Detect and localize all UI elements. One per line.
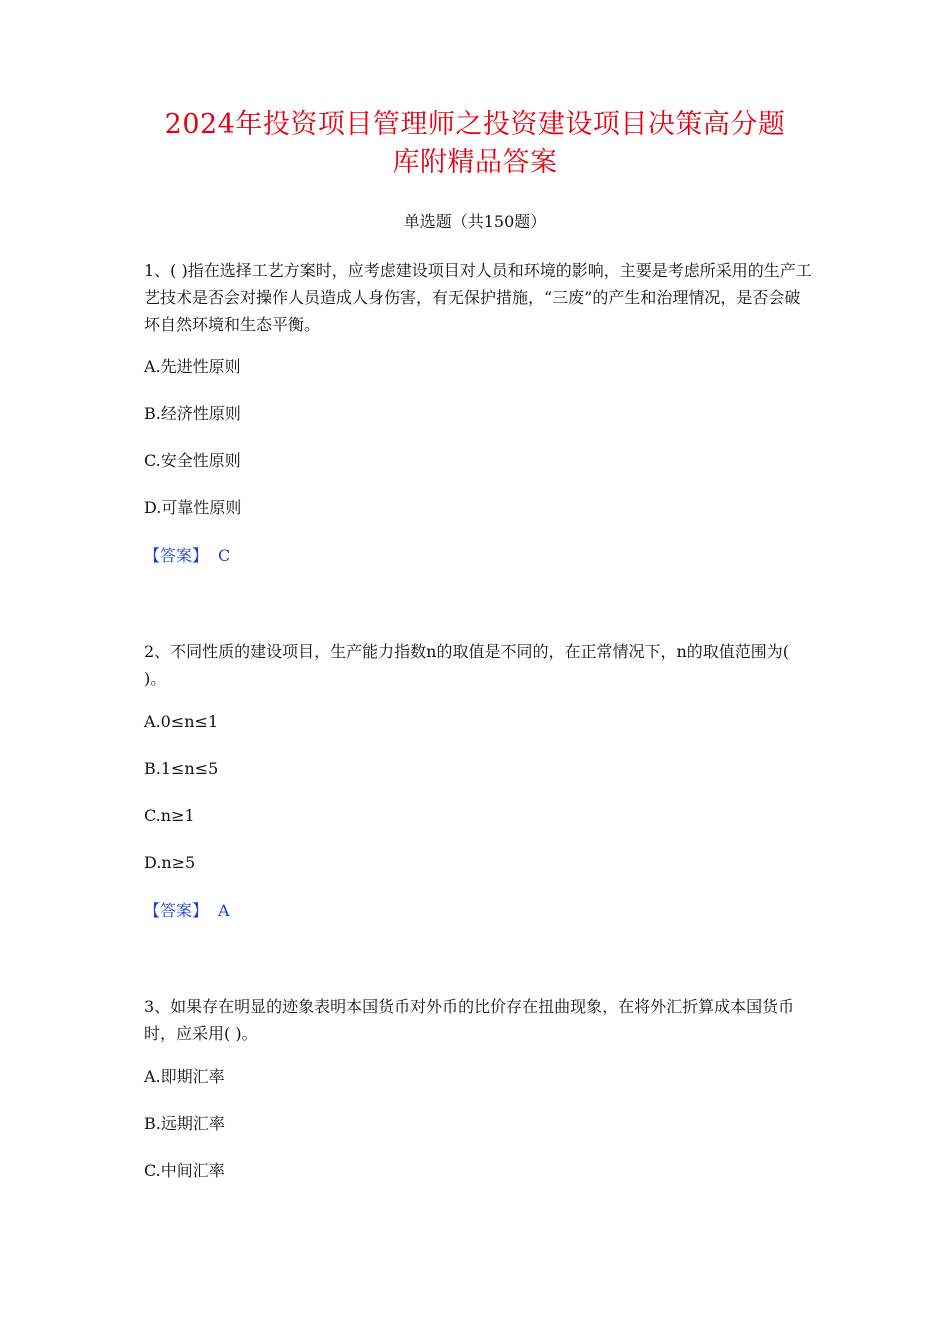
question-3-option-c: C.中间汇率 xyxy=(144,1161,225,1180)
question-1-stem: 1、( )指在选择工艺方案时，应考虑建设项目对人员和环境的影响，主要是考虑所采用的生产工艺技术是否会对操作人员造成人身伤害，有无保护措施，“三废”的产生和治理情况，是否会破坏自然环境和生态平衡。 xyxy=(144,261,812,334)
document-title xyxy=(120,106,830,182)
document-title-line-1: 2024年投资项目管理师之投资建设项目决策高分题 xyxy=(164,109,786,140)
question-2-option-c: C.n≥1 xyxy=(144,806,195,825)
document-title-line-2: 库附精品答案 xyxy=(392,147,558,178)
question-2-stem: 2、不同性质的建设项目，生产能力指数n的取值是不同的，在正常情况下，n的取值范围为( )。 xyxy=(144,642,790,688)
question-2-option-b: B.1≤n≤5 xyxy=(144,759,219,778)
answer-value: C xyxy=(218,546,231,565)
question-3-option-a: A.即期汇率 xyxy=(144,1067,225,1086)
question-1-option-d: D.可靠性原则 xyxy=(144,498,242,517)
question-1-option-a: A.先进性原则 xyxy=(144,357,241,376)
question-2-option-a: A.0≤n≤1 xyxy=(144,712,219,731)
question-1-option-c: C.安全性原则 xyxy=(144,451,241,470)
answer-label: 【答案】 xyxy=(144,546,209,565)
question-3-stem: 3、如果存在明显的迹象表明本国货币对外币的比价存在扭曲现象，在将外汇折算成本国货币时，应采用( )。 xyxy=(144,997,795,1043)
question-1-option-b: B.经济性原则 xyxy=(144,404,241,423)
section-heading: 单选题（共150题） xyxy=(403,212,547,231)
answer-value: A xyxy=(218,901,230,920)
question-2-answer xyxy=(144,899,230,923)
question-2-option-d: D.n≥5 xyxy=(144,853,196,872)
question-1-answer xyxy=(144,544,230,568)
answer-label: 【答案】 xyxy=(144,901,209,920)
question-3-option-b: B.远期汇率 xyxy=(144,1114,225,1133)
